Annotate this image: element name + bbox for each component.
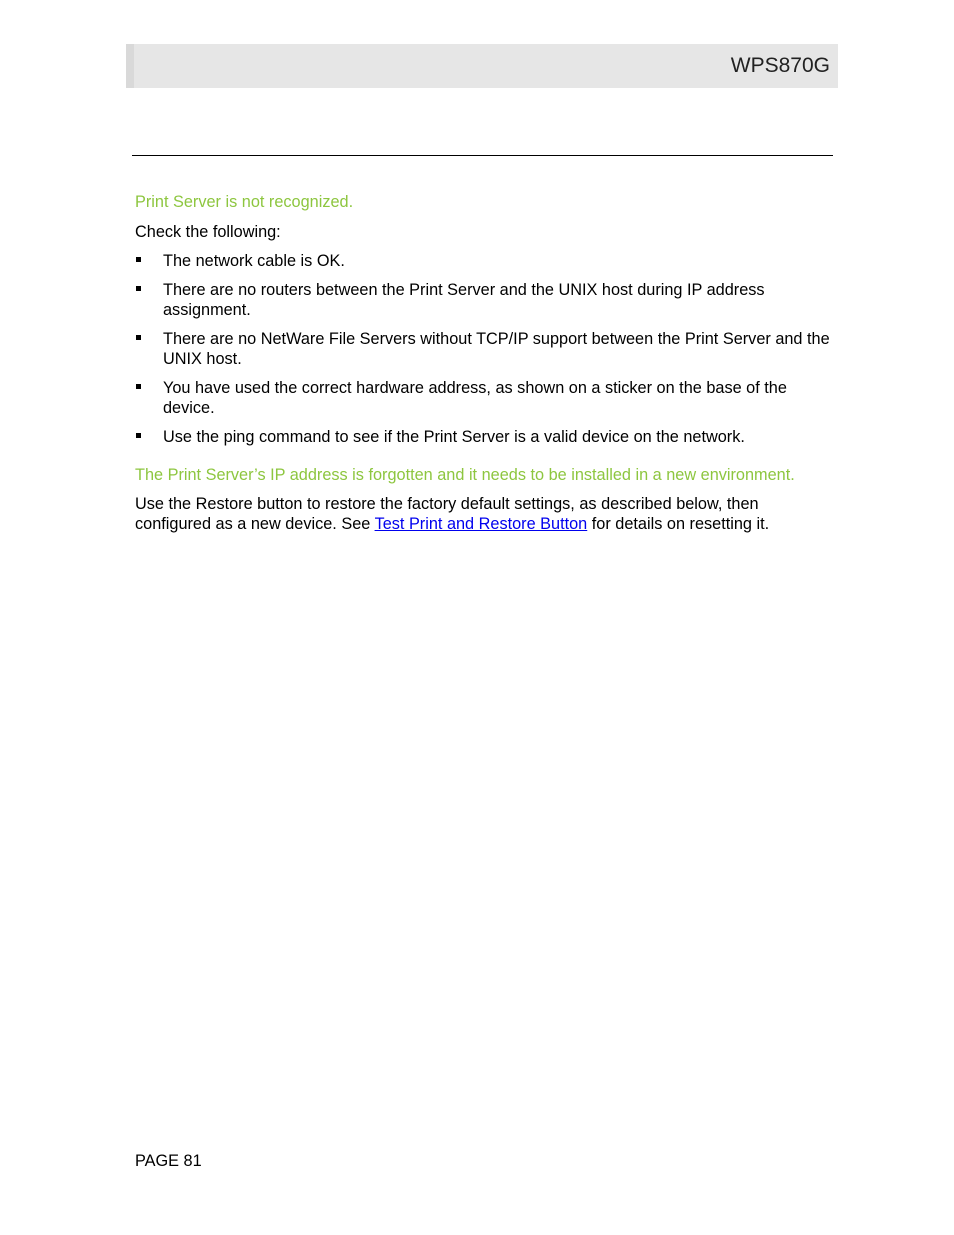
restore-paragraph — [135, 494, 835, 534]
list-item — [135, 280, 835, 320]
bullet-icon — [136, 433, 141, 438]
bullet-icon — [136, 286, 141, 291]
header-divider — [132, 155, 833, 156]
section-heading-ip-forgotten: The Print Server’s IP address is forgotten and it needs to be installed in a new environment. — [135, 466, 795, 484]
main-content — [135, 192, 835, 543]
page-number: PAGE 81 — [135, 1152, 202, 1170]
list-item-text: There are no routers between the Print Server and the UNIX host during IP address assignment. — [163, 281, 765, 319]
list-item-text: You have used the correct hardware address, as shown on a sticker on the base of the device. — [163, 379, 787, 417]
restore-text-after-link: for details on resetting it. — [587, 515, 770, 533]
page-header-band — [126, 44, 838, 88]
list-item — [135, 329, 835, 369]
header-band-edge — [126, 44, 134, 88]
list-item — [135, 251, 835, 271]
product-title: WPS870G — [730, 54, 830, 77]
test-print-restore-link[interactable]: Test Print and Restore Button — [374, 515, 588, 533]
list-item — [135, 378, 835, 418]
check-intro: Check the following: — [135, 223, 281, 241]
bullet-icon — [136, 384, 141, 389]
list-item-text: There are no NetWare File Servers without TCP/IP support between the Print Server and the UNIX host. — [163, 330, 830, 368]
checklist — [135, 251, 835, 447]
bullet-icon — [136, 257, 141, 262]
bullet-icon — [136, 335, 141, 340]
section-heading-not-recognized: Print Server is not recognized. — [135, 193, 354, 211]
restore-text-before-link: Use the Restore button to restore the factory default settings, as described below, then configured as a new device. See — [135, 495, 759, 533]
list-item — [135, 427, 835, 447]
list-item-text: Use the ping command to see if the Print Server is a valid device on the network. — [163, 428, 745, 446]
list-item-text: The network cable is OK. — [163, 252, 345, 270]
